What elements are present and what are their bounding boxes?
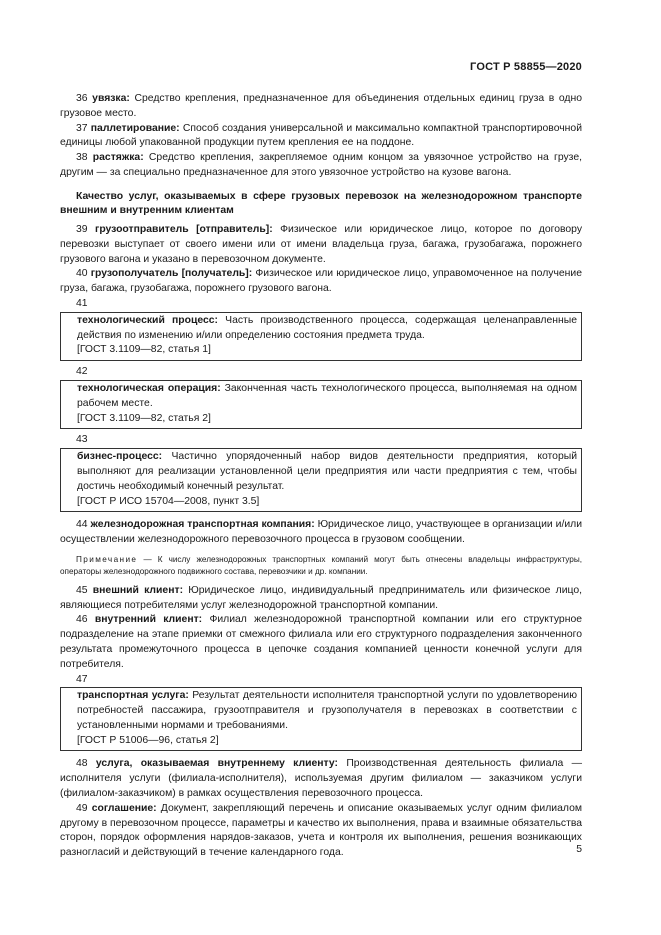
term-name: внутренний клиент: bbox=[94, 614, 203, 626]
term-number-43: 43 bbox=[76, 434, 88, 446]
term-number: 44 bbox=[76, 519, 88, 531]
note-label: Примечание bbox=[76, 554, 138, 564]
term-number-42: 42 bbox=[76, 366, 88, 378]
term-definition: Физическое или юридическое лицо, которое по договору перевозки выступает от своего имени или от имени владельца груза, багажа, грузобагажа, порожнего грузового вагона и указано в перевозочном документе. bbox=[60, 223, 583, 265]
term-source-ref: [ГОСТ 3.1109—82, статья 1] bbox=[77, 344, 211, 356]
term-source-ref: [ГОСТ Р 51006—96, статья 2] bbox=[77, 734, 219, 746]
term-45 bbox=[60, 584, 582, 614]
term-source-ref: [ГОСТ 3.1109—82, статья 2] bbox=[77, 412, 211, 424]
term-41 bbox=[77, 314, 577, 344]
term-definition: Филиал железнодорожной транспортной компании или его структурное подразделение на этапе приемки от смежного филиала или его структурного подразделения законченного результата промежуточного процесса в цепочке создания компанией ценности конечной услуги для потребителя. bbox=[60, 614, 583, 670]
term-definition: Производственная деятельность филиала — исполнителя услуги (филиала-исполнителя), используемая другим филиалом — заказчиком услуги (филиалом-заказчиком) в рамках осуществления перевозочного процесса. bbox=[60, 758, 583, 800]
term-number: 37 bbox=[76, 122, 88, 134]
term-name: растяжка: bbox=[92, 152, 144, 164]
standard-id-header: ГОСТ Р 58855—2020 bbox=[470, 61, 582, 73]
term-definition: Средство крепления, закрепляемое одним концом за увязочное устройство на грузе, другим — за специально предназначенное для этого увязочное устройство на кузове вагона. bbox=[60, 152, 582, 178]
term-42 bbox=[77, 382, 577, 412]
term-number: 48 bbox=[76, 758, 88, 770]
term-number-41: 41 bbox=[76, 297, 88, 309]
term-definition: Частично упорядоченный набор видов деятельности предприятия, который выполняют для реализации установленной цели предприятия или части предприятия с тем, чтобы достичь необходимый конечный результат. bbox=[77, 451, 577, 492]
term-name: технологическая операция: bbox=[77, 382, 221, 394]
term-definition: Часть производственного процесса, содержащая целенаправленные действия по изменению и/или определению состояния предмета труда. bbox=[77, 314, 577, 341]
term-name: услуга, оказываемая внутреннему клиенту: bbox=[95, 758, 339, 770]
term-48 bbox=[60, 757, 582, 801]
term-definition: Способ создания универсальной и максимально компактной транспортировочной единицы любой упакованной продукции путем крепления ее на поддоне. bbox=[60, 122, 582, 149]
term-37 bbox=[60, 122, 582, 152]
term-number: 46 bbox=[76, 614, 88, 626]
term-47 bbox=[77, 689, 577, 733]
term-box-42 bbox=[60, 380, 582, 429]
term-49 bbox=[60, 802, 582, 861]
term-box-47 bbox=[60, 687, 582, 751]
term-definition: Законченная часть технологического процесса, выполняемая на одном рабочем месте. bbox=[77, 382, 578, 409]
term-name: увязка: bbox=[92, 93, 130, 104]
term-39 bbox=[60, 223, 582, 267]
note-text: — К числу железнодорожных транспортных компаний могут быть отнесены владельцы инфраструктуры, операторы железнодорожного подвижного состава, перевозчики и др. компании. bbox=[60, 554, 582, 577]
term-name: паллетирование: bbox=[90, 122, 180, 134]
term-box-43 bbox=[60, 448, 582, 512]
term-definition: Юридическое лицо, индивидуальный предприниматель или физическое лицо, являющиеся потребителями услуг железнодорожной транспортной компании. bbox=[60, 584, 583, 611]
term-46 bbox=[60, 613, 582, 672]
term-name: бизнес-процесс: bbox=[77, 451, 163, 463]
term-name: соглашение: bbox=[91, 802, 157, 814]
page-number: 5 bbox=[576, 844, 582, 855]
term-number: 36 bbox=[76, 93, 88, 104]
page-body bbox=[60, 92, 582, 861]
note bbox=[60, 554, 582, 579]
term-44 bbox=[60, 518, 582, 548]
term-40 bbox=[60, 267, 582, 297]
term-definition: Средство крепления, предназначенное для объединения отдельных единиц груза в одно грузовое место. bbox=[60, 93, 583, 119]
term-number: 40 bbox=[76, 268, 88, 280]
term-number: 49 bbox=[76, 802, 88, 814]
term-name: железнодорожная транспортная компания: bbox=[90, 519, 315, 531]
section-title: Качество услуг, оказываемых в сфере грузовых перевозок на железнодорожном транспорте внешним и внутренним клиентам bbox=[60, 190, 582, 217]
term-name: транспортная услуга: bbox=[77, 690, 189, 702]
term-43 bbox=[77, 450, 577, 494]
term-definition: Результат деятельности исполнителя транспортной услуги по удовлетворению потребностей пассажира, грузоотправителя и грузополучателя в перевозках в соответствии с установленными нормами и требованиями. bbox=[77, 690, 577, 731]
term-definition: Документ, закрепляющий перечень и описание оказываемых услуг одним филиалом другому в перевозочном процессе, параметры и качество их выполнения, права и взаимные обязательства сторон, порядок оформления нарядов-заказов, учета и контроля их выполнения, решения возникающих разногласий и действующий в течение календарного года. bbox=[60, 802, 583, 859]
term-36 bbox=[60, 92, 582, 122]
term-box-41 bbox=[60, 312, 582, 361]
term-name: внешний клиент: bbox=[92, 584, 184, 596]
term-name: грузоотправитель [отправитель]: bbox=[95, 223, 273, 235]
term-number: 39 bbox=[76, 223, 88, 235]
term-name: грузополучатель [получатель]: bbox=[90, 268, 253, 280]
term-source-ref: [ГОСТ Р ИСО 15704—2008, пункт 3.5] bbox=[77, 495, 260, 507]
term-number: 38 bbox=[76, 152, 88, 164]
term-number: 45 bbox=[76, 584, 88, 596]
term-number-47: 47 bbox=[76, 673, 88, 685]
term-name: технологический процесс: bbox=[77, 314, 218, 326]
term-definition: Юридическое лицо, участвующее в организации и/или осуществлении железнодорожного перевозочного процесса в грузовом сообщении. bbox=[60, 519, 582, 546]
term-definition: Физическое или юридическое лицо, управомоченное на получение груза, багажа, грузобагажа, порожнего грузового вагона. bbox=[60, 268, 583, 295]
term-38 bbox=[60, 151, 582, 181]
